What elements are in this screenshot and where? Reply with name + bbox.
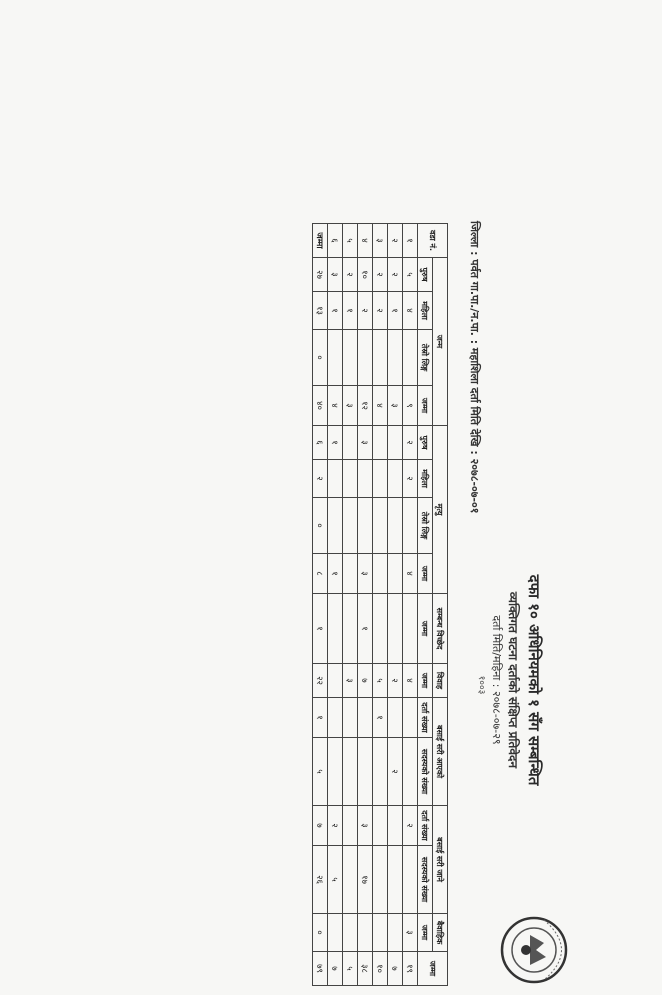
cell: १९	[403, 952, 418, 986]
cell	[358, 698, 373, 738]
cell	[388, 594, 403, 664]
col-birth-female: महिला	[418, 292, 433, 330]
cell: ३	[328, 258, 343, 292]
cell: ३	[388, 386, 403, 426]
cell-ward: ५	[343, 224, 358, 258]
cell: १	[328, 426, 343, 460]
cell: १	[313, 698, 328, 738]
cell: १	[373, 698, 388, 738]
col-mi-members: सदस्यको संख्या	[418, 738, 433, 806]
cell: १	[388, 292, 403, 330]
cell	[343, 846, 358, 914]
table-group-header-row	[433, 224, 448, 986]
cell	[373, 554, 388, 594]
cell	[358, 460, 373, 498]
cell	[328, 498, 343, 554]
cell: २	[403, 460, 418, 498]
report-sheet	[94, 215, 574, 995]
table-row	[403, 224, 418, 986]
cell: ५	[343, 952, 358, 986]
cell: १	[358, 594, 373, 664]
cell: ४	[403, 292, 418, 330]
cell: ४	[403, 664, 418, 698]
cell	[388, 554, 403, 594]
cell: २	[388, 664, 403, 698]
cell	[343, 498, 358, 554]
col-divorce-sum: जम्मा	[418, 594, 433, 664]
cell: ३	[358, 554, 373, 594]
cell	[373, 498, 388, 554]
col-group-migration-in: बसाई सरी आएको	[433, 698, 448, 806]
col-group-migration-out: बसाई सरी जाने	[433, 806, 448, 914]
cell	[373, 426, 388, 460]
col-birth-sum: जम्मा	[418, 386, 433, 426]
cell	[403, 698, 418, 738]
col-grand-total: जम्मा	[418, 952, 448, 986]
cell: २	[388, 258, 403, 292]
cell	[328, 914, 343, 952]
cell	[328, 330, 343, 386]
col-mo-reg: दर्ता संख्या	[418, 806, 433, 846]
cell	[343, 738, 358, 806]
cell: ३	[403, 914, 418, 952]
col-mi-reg: दर्ता संख्या	[418, 698, 433, 738]
cell: १३	[313, 292, 328, 330]
cell	[403, 846, 418, 914]
table-row	[373, 224, 388, 986]
cell	[388, 806, 403, 846]
cell: ९	[403, 386, 418, 426]
cell: १०	[373, 952, 388, 986]
col-death-sum: जम्मा	[418, 554, 433, 594]
cell	[358, 330, 373, 386]
cell	[388, 460, 403, 498]
cell: ३	[343, 664, 358, 698]
cell	[373, 738, 388, 806]
col-group-divorce: सम्बन्ध विच्छेद	[433, 594, 448, 664]
registration-table	[312, 223, 448, 986]
cell	[358, 914, 373, 952]
cell: ४	[373, 386, 388, 426]
col-group-alive: बैवाहिक	[433, 914, 448, 952]
cell	[373, 846, 388, 914]
cell	[403, 594, 418, 664]
cell	[343, 698, 358, 738]
col-death-female: महिला	[418, 460, 433, 498]
cell: २	[373, 258, 388, 292]
cell	[358, 498, 373, 554]
cell: २	[358, 292, 373, 330]
col-death-other: तेस्रो लिङ्ग	[418, 498, 433, 554]
cell: ०	[313, 498, 328, 554]
cell: ७	[313, 806, 328, 846]
report-period: दर्ता मिति/महिना : २०७८-०७-२९	[490, 615, 503, 745]
cell: ५	[373, 664, 388, 698]
cell	[388, 498, 403, 554]
cell	[388, 426, 403, 460]
cell: १	[313, 594, 328, 664]
cell: १	[328, 292, 343, 330]
cell: २६	[313, 846, 328, 914]
table-row	[358, 224, 373, 986]
col-alive-sum: जम्मा	[418, 914, 433, 952]
cell: २	[373, 292, 388, 330]
cell	[328, 664, 343, 698]
cell: २७	[313, 258, 328, 292]
cell	[388, 914, 403, 952]
cell: २२	[313, 664, 328, 698]
cell: २	[403, 426, 418, 460]
cell: ७	[358, 664, 373, 698]
table-row	[328, 224, 343, 986]
cell: १	[328, 554, 343, 594]
table-total-row	[313, 224, 328, 986]
cell: ७९	[313, 952, 328, 986]
cell	[388, 846, 403, 914]
col-birth-other: तेस्रो लिङ्ग	[418, 330, 433, 386]
report-subtitle: व्यक्तिगत घटना दर्ताको संक्षिप्त प्रतिवेदन	[506, 591, 520, 769]
col-ward: वडा नं.	[418, 224, 448, 258]
cell: ५	[403, 258, 418, 292]
cell-ward: ६	[328, 224, 343, 258]
cell	[373, 594, 388, 664]
cell	[343, 554, 358, 594]
col-death-male: पुरुष	[418, 426, 433, 460]
col-group-birth: जन्म	[433, 258, 448, 426]
cell	[343, 806, 358, 846]
col-marriage-sum: जम्मा	[418, 664, 433, 698]
col-group-marriage: विवाह	[433, 664, 448, 698]
cell	[328, 738, 343, 806]
cell	[373, 330, 388, 386]
cell: ३	[358, 426, 373, 460]
cell: ५	[313, 738, 328, 806]
cell-total-label: जम्मा	[313, 224, 328, 258]
cell	[403, 498, 418, 554]
cell: २	[343, 258, 358, 292]
col-mo-members: सदस्यको संख्या	[418, 846, 433, 914]
table-row	[388, 224, 403, 986]
cell: ४०	[313, 386, 328, 426]
cell: ३	[343, 386, 358, 426]
cell	[373, 460, 388, 498]
cell	[388, 698, 403, 738]
cell: ६	[313, 426, 328, 460]
cell	[403, 738, 418, 806]
cell-ward: ३	[373, 224, 388, 258]
cell	[358, 738, 373, 806]
cell: २	[388, 738, 403, 806]
cell	[388, 330, 403, 386]
cell	[343, 330, 358, 386]
cell: २	[313, 460, 328, 498]
cell: ४	[328, 386, 343, 426]
cell	[373, 806, 388, 846]
cell	[373, 914, 388, 952]
cell: १	[343, 292, 358, 330]
cell: १२	[358, 386, 373, 426]
cell	[343, 914, 358, 952]
cell-ward: २	[388, 224, 403, 258]
cell: १७	[358, 846, 373, 914]
report-serial: १००३	[476, 675, 486, 695]
cell: ०	[313, 330, 328, 386]
cell: ७	[328, 952, 343, 986]
cell: ५	[328, 846, 343, 914]
cell	[343, 460, 358, 498]
cell: ०	[313, 914, 328, 952]
cell	[403, 330, 418, 386]
cell-ward: ४	[358, 224, 373, 258]
cell	[328, 460, 343, 498]
cell: ३८	[358, 952, 373, 986]
col-birth-male: पुरुष	[418, 258, 433, 292]
cell: ४	[403, 554, 418, 594]
cell	[343, 594, 358, 664]
table-sub-header-row	[418, 224, 433, 986]
district-line: जिल्ला : पर्वत गा.पा./न.पा. : महाशिला दर्ता मिति देखि : २०७८-०७-०१	[468, 221, 481, 514]
col-group-death: मृत्यु	[433, 426, 448, 594]
cell: १०	[358, 258, 373, 292]
cell	[328, 698, 343, 738]
cell	[328, 594, 343, 664]
cell: २	[403, 806, 418, 846]
municipality-seal-icon	[494, 905, 574, 995]
report-title: दफा १० अधिनियमको १ सँग सम्बन्धित	[525, 574, 543, 786]
cell-ward: १	[403, 224, 418, 258]
cell: २	[328, 806, 343, 846]
cell: ७	[388, 952, 403, 986]
cell: ८	[313, 554, 328, 594]
cell: ३	[358, 806, 373, 846]
table-row	[343, 224, 358, 986]
cell	[343, 426, 358, 460]
